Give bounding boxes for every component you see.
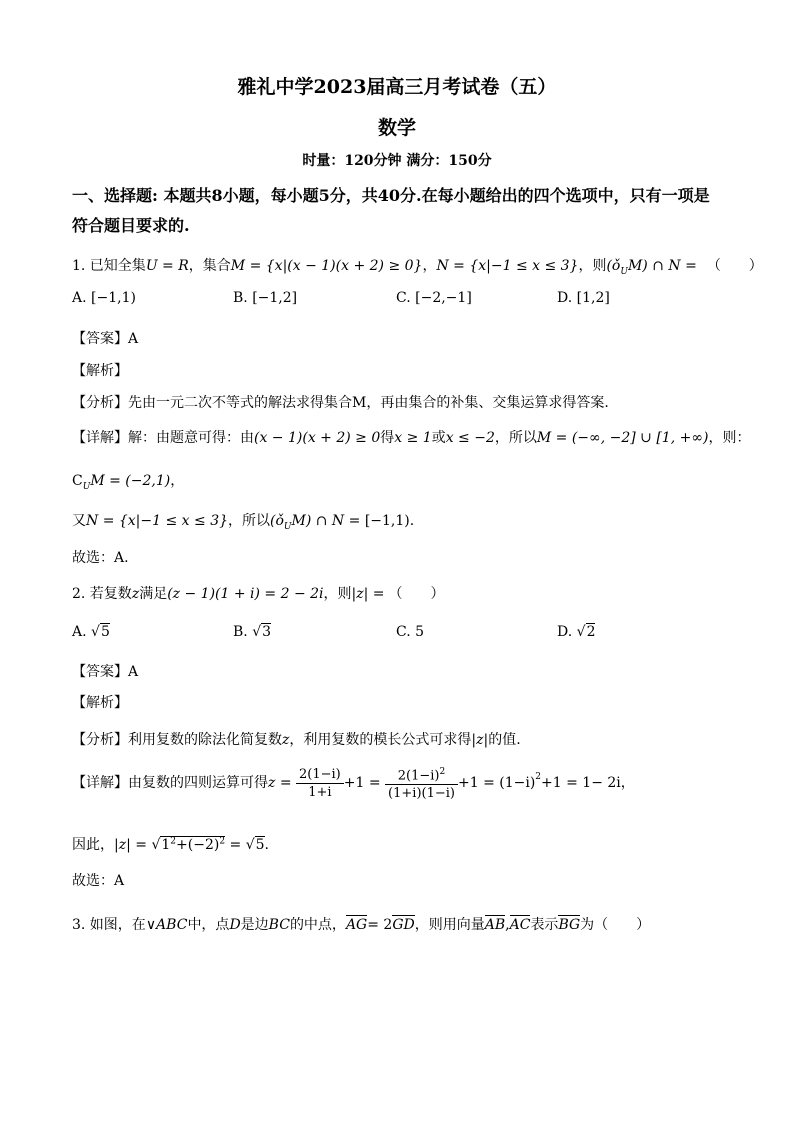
q2-analysis: 【分析】利用复数的除法化简复数z，利用复数的模长公式可求得|z|的值. xyxy=(72,732,521,748)
q1-option-a: A. [−1,1) xyxy=(72,290,136,306)
q2-option-b: B. √3 xyxy=(233,624,272,640)
q2-option-c: C. 5 xyxy=(396,624,425,640)
vector-ab: AB xyxy=(484,917,506,933)
q1-stem: 1. 已知全集U = R，集合M = {x|(x − 1)(x + 2) ≥ 0}，N = {x|−1 ≤ x ≤ 3}，则$(ǒ_UM)$ ∩ N = （ ） xyxy=(72,258,763,277)
section-heading-line2: 符合题目要求的. xyxy=(72,216,190,235)
subject-title: 数学 xyxy=(377,117,416,139)
q3-stem: 3. 如图，在∨ABC中，点D是边BC的中点，AG= 2GD，则用向量AB,AC表示BG为（ ） xyxy=(72,917,651,933)
q1-conclusion: 故选：A. xyxy=(72,550,129,566)
q1-analysis-tag: 【解析】 xyxy=(72,363,128,379)
exam-title: 雅礼中学2023届高三月考试卷（五） xyxy=(237,76,557,98)
q1-detail-line3: 又N = {x|−1 ≤ x ≤ 3}，所以$(ǒ_UM)$ ∩ N = [−1,1). xyxy=(72,513,415,532)
q1-option-c: C. [−2,−1] xyxy=(396,290,472,306)
vector-bg: BG xyxy=(558,917,581,933)
vector-ag: AG xyxy=(345,917,368,933)
q2-option-d: D. √2 xyxy=(557,624,596,640)
q2-fraction-2: $\frac{2(1-i)^2}{(1+i)(1-i)}$ xyxy=(385,764,458,802)
q1-option-d: D. [1,2] xyxy=(557,290,610,306)
q2-conclusion: 故选：A xyxy=(72,873,125,889)
q2-stem: 2. 若复数z满足(z − 1)(1 + i) = 2 − 2i，则|z| = （ ） xyxy=(72,586,445,602)
q2-answer: 【答案】A xyxy=(72,664,139,680)
q2-option-a: A. √5 xyxy=(72,624,110,640)
q1-analysis: 【分析】先由一元二次不等式的解法求得集合M，再由集合的补集、交集运算求得答案. xyxy=(72,395,609,411)
q2-detail-line1: 【详解】由复数的四则运算可得z = $\frac{2(1-i)}{1+i}$ +1 = $\frac{2(1-i)^2}{(1+i)(1-i)}$ $+1 = (1-i)^2+1 = 1- 2i$， xyxy=(72,764,635,802)
exam-meta: 时量：120分钟 满分：150分 xyxy=(302,153,492,169)
q2-fraction-1: $\frac{2(1-i)}{1+i}$ xyxy=(296,766,344,801)
q2-detail-line2: 因此，$|z| = √1^2+(-2)^2 = √5$. xyxy=(72,836,269,853)
q1-answer: 【答案】A xyxy=(72,331,139,347)
q1-detail-line2: $C_UM = (-2,1)$， xyxy=(72,473,185,492)
q2-analysis-tag: 【解析】 xyxy=(72,695,128,711)
q1-detail-line1: 【详解】解：由题意可得：由(x − 1)(x + 2) ≥ 0得x ≥ 1或x ≤ −2，所以M = (−∞, −2] ∪ [1, +∞)，则： xyxy=(72,430,751,446)
section-heading-line1: 一、选择题: 本题共8小题，每小题5分，共40分.在每小题给出的四个选项中，只有一项是 xyxy=(72,186,710,205)
vector-ac: AC xyxy=(509,917,531,933)
q1-option-b: B. [−1,2] xyxy=(233,290,298,306)
vector-gd: GD xyxy=(392,917,415,933)
